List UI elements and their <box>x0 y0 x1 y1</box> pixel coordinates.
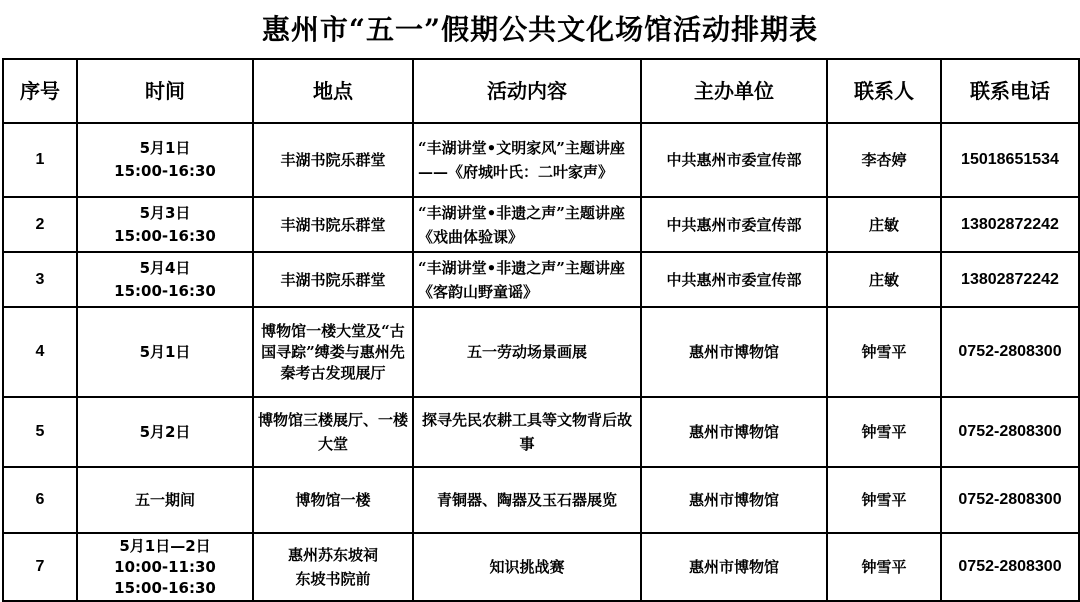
cell-index: 7 <box>3 533 77 601</box>
cell-index: 2 <box>3 197 77 252</box>
cell-content: “丰湖讲堂•非遗之声”主题讲座《客韵山野童谣》 <box>413 252 641 307</box>
table-row <box>3 123 1079 197</box>
cell-organizer: 中共惠州市委宣传部 <box>641 197 827 252</box>
cell-index: 3 <box>3 252 77 307</box>
table-row <box>3 197 1079 252</box>
cell-contact: 钟雪平 <box>827 467 941 533</box>
cell-index: 1 <box>3 123 77 197</box>
cell-index: 4 <box>3 307 77 397</box>
cell-index: 6 <box>3 467 77 533</box>
header-contact: 联系人 <box>827 59 941 123</box>
cell-place: 惠州苏东坡祠 东坡书院前 <box>253 533 413 601</box>
cell-organizer: 惠州市博物馆 <box>641 307 827 397</box>
table-row <box>3 467 1079 533</box>
cell-place: 博物馆一楼 <box>253 467 413 533</box>
cell-contact: 李杏婷 <box>827 123 941 197</box>
cell-time: 5月1日 15:00-16:30 <box>77 123 253 197</box>
cell-content: 五一劳动场景画展 <box>413 307 641 397</box>
page-title: 惠州市“五一”假期公共文化场馆活动排期表 <box>261 13 819 46</box>
cell-contact: 钟雪平 <box>827 533 941 601</box>
cell-place: 博物馆三楼展厅、一楼大堂 <box>253 397 413 467</box>
header-content: 活动内容 <box>413 59 641 123</box>
cell-time: 5月2日 <box>77 397 253 467</box>
cell-content: 知识挑战赛 <box>413 533 641 601</box>
header-index: 序号 <box>3 59 77 123</box>
cell-content: “丰湖讲堂•非遗之声”主题讲座《戏曲体验课》 <box>413 197 641 252</box>
table-row <box>3 397 1079 467</box>
cell-time: 5月4日 15:00-16:30 <box>77 252 253 307</box>
cell-index: 5 <box>3 397 77 467</box>
cell-time: 5月1日 <box>77 307 253 397</box>
cell-phone: 15018651534 <box>941 123 1079 197</box>
cell-content: 青铜器、陶器及玉石器展览 <box>413 467 641 533</box>
cell-organizer: 惠州市博物馆 <box>641 397 827 467</box>
cell-time: 五一期间 <box>77 467 253 533</box>
cell-time: 5月3日 15:00-16:30 <box>77 197 253 252</box>
header-row <box>3 59 1079 123</box>
cell-phone: 0752-2808300 <box>941 533 1079 601</box>
table-row <box>3 533 1079 601</box>
cell-organizer: 中共惠州市委宣传部 <box>641 123 827 197</box>
cell-contact: 钟雪平 <box>827 307 941 397</box>
cell-organizer: 中共惠州市委宣传部 <box>641 252 827 307</box>
cell-organizer: 惠州市博物馆 <box>641 533 827 601</box>
header-phone: 联系电话 <box>941 59 1079 123</box>
cell-content: “丰湖讲堂•文明家风”主题讲座——《府城叶氏：二叶家声》 <box>413 123 641 197</box>
table-row <box>3 252 1079 307</box>
cell-place: 博物馆一楼大堂及“古国寻踪”缚娄与惠州先秦考古发现展厅 <box>253 307 413 397</box>
cell-place: 丰湖书院乐群堂 <box>253 252 413 307</box>
cell-phone: 0752-2808300 <box>941 467 1079 533</box>
header-place: 地点 <box>253 59 413 123</box>
cell-phone: 13802872242 <box>941 252 1079 307</box>
cell-phone: 0752-2808300 <box>941 307 1079 397</box>
cell-organizer: 惠州市博物馆 <box>641 467 827 533</box>
cell-time: 5月1日—2日 10:00-11:30 15:00-16:30 <box>77 533 253 601</box>
cell-contact: 庄敏 <box>827 252 941 307</box>
header-organizer: 主办单位 <box>641 59 827 123</box>
schedule-table <box>2 58 1080 602</box>
cell-contact: 庄敏 <box>827 197 941 252</box>
table-row <box>3 307 1079 397</box>
cell-place: 丰湖书院乐群堂 <box>253 123 413 197</box>
cell-phone: 13802872242 <box>941 197 1079 252</box>
cell-place: 丰湖书院乐群堂 <box>253 197 413 252</box>
cell-content: 探寻先民农耕工具等文物背后故事 <box>413 397 641 467</box>
cell-phone: 0752-2808300 <box>941 397 1079 467</box>
cell-contact: 钟雪平 <box>827 397 941 467</box>
header-time: 时间 <box>77 59 253 123</box>
